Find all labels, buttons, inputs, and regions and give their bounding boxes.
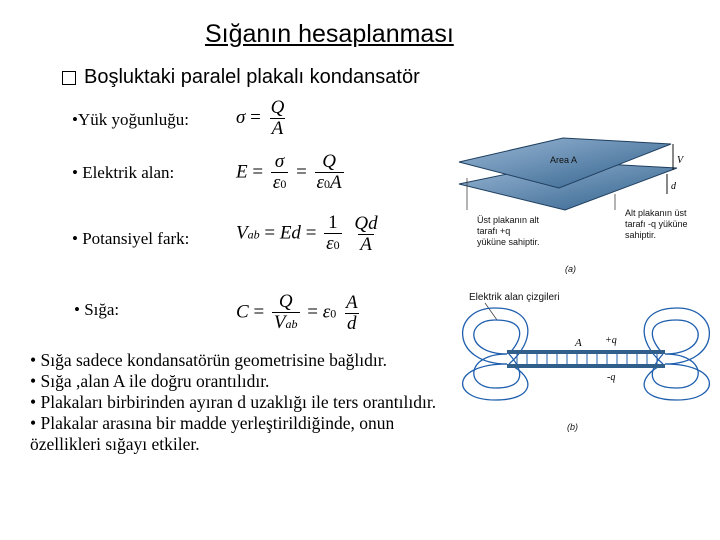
d-label: d	[671, 181, 676, 192]
upper-plate-b	[507, 350, 665, 354]
row-label-electric-field: • Elektrik alan:	[72, 163, 175, 182]
title-pointer-line	[485, 303, 497, 320]
field-lines-figure	[455, 288, 717, 438]
v-label: V	[677, 155, 684, 166]
row-label-capacitance: • Sığa:	[74, 300, 120, 319]
left-caption: Üst plakanın alt tarafı +q yüküne sahiptir.	[477, 215, 540, 247]
checkbox-bullet-icon	[62, 71, 76, 85]
page-title: Sığanın hesaplanması	[205, 20, 454, 48]
subtitle	[62, 66, 420, 89]
field-lines-title: Elektrik alan çizgileri	[469, 292, 560, 303]
row-label-charge-density: •Yük yoğunluğu:	[72, 110, 189, 129]
plus-q-label: +q	[605, 335, 617, 346]
minus-q-label: -q	[607, 372, 616, 383]
right-caption: Alt plakanın üst tarafı -q yüküne sahiptir.	[625, 208, 688, 240]
capacitor-plates-figure	[455, 132, 717, 282]
lower-plate-b	[507, 364, 665, 368]
notes-list	[30, 350, 460, 455]
note-item: • Plakaları birbirinden ayıran d uzaklığı ile ters orantılıdır.	[30, 392, 437, 412]
subtitle-text: Boşluktaki paralel plakalı kondansatör	[84, 66, 420, 88]
figure-b-tag: (b)	[567, 422, 578, 432]
uniform-field-lines	[517, 354, 657, 364]
equation-potential: Vab = Ed = $\frac{1}{\varepsilon 0}$ $\frac{Qd}{A}$	[236, 212, 378, 255]
area-label-b: A	[575, 337, 582, 349]
equation-charge-density: σ = $\frac{Q}{A}$	[236, 97, 285, 139]
equation-electric-field: E = $\frac{\sigma}{\varepsilon 0}$ = $\frac{Q}{\varepsilon 0A}$	[236, 151, 342, 193]
note-item: • Sığa ,alan A ile doğru orantılıdır.	[30, 371, 270, 391]
equation-capacitance: C = $\frac{Q}{\text{Vab}}$ = ε0 $\frac{A}{d}$	[236, 291, 358, 334]
area-label: Area A	[550, 155, 578, 165]
note-item: • Plakalar arasına bir madde yerleştirildiğinde, onun özellikleri sığayı etkiler.	[30, 413, 395, 454]
note-item: • Sığa sadece kondansatörün geometrisine bağlıdır.	[30, 350, 388, 370]
row-label-potential: • Potansiyel fark:	[72, 229, 190, 248]
figure-a-tag: (a)	[565, 264, 576, 274]
